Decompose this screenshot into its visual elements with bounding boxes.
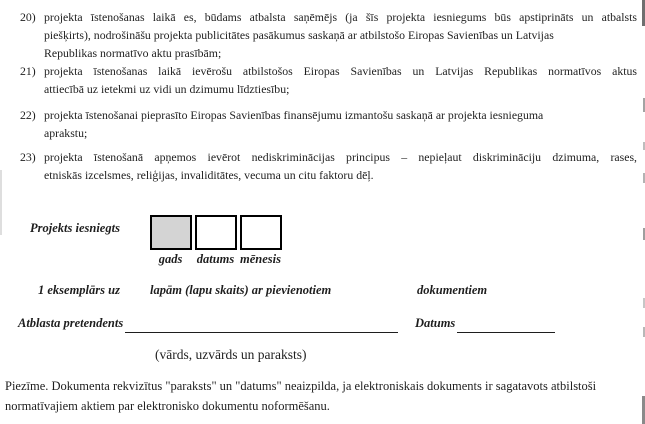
date-box-label: datums [196,252,235,266]
item-text-line: aprakstu; [44,126,88,140]
copies-pages-label: lapām (lapu skaits) ar pievienotiem [150,283,332,297]
item-text-line: Republikas normatīvo aktu prasībām; [44,46,222,60]
month-box [240,215,282,250]
date-label: Datums [415,316,456,330]
item-text-line: projekta īstenošanas laikā ievērošu atbilstošos Eiropas Savienības un Latvijas Republikas normatīvos aktus [44,64,637,78]
copies-prefix-label: 1 eksemplārs uz [38,283,120,297]
item-text-line: projekta īstenošanai pieprasīto Eiropas Savienības finansējumu izmantošu saskaņā ar projekta iesnieguma [44,108,544,122]
date-box [195,215,237,250]
copies-documents-label: dokumentiem [417,283,488,297]
item-number: 20) [20,10,36,24]
project-submitted-label: Projekts iesniegts [30,221,120,235]
list-item-23 [20,148,637,184]
item-number: 22) [20,108,36,122]
year-box [150,215,192,250]
note [5,376,639,416]
item-text [44,62,637,98]
item-text [44,8,637,62]
item-text-line: piešķirts), nodrošināšu projekta publicitātes pasākumus saskaņā ar atbilstošo Eiropas Savienības un Latvijas [44,28,554,42]
date-box-labels [148,252,283,267]
list-item-21 [20,62,637,98]
item-text-line: projekta īstenošanā apņemos ievērot nediskriminācijas principus – nepieļaut diskrimināciju dzimuma, rases, [44,150,637,164]
note-line: Piezīme. Dokumenta rekvizītus "paraksts" un "datums" neaizpilda, ja elektroniskais dokuments ir sagatavots atbilstoši [5,379,597,393]
item-number: 21) [20,64,36,78]
applicant-signature-line [125,316,398,333]
item-text-line: attiecībā uz ietekmi uz vidi un dzimumu līdztiesību; [44,82,290,96]
month-box-label: mēnesis [240,252,281,266]
item-number: 23) [20,150,36,164]
item-text-line: projekta īstenošanas laikā es, būdams atbalsta saņēmējs (ja šīs projekta iesniegums būs apstiprināts un atbalsts [44,10,637,24]
list-item-22 [20,106,637,142]
note-line: normatīvajiem aktiem par elektronisko dokumentu noformēšanu. [5,399,330,413]
scan-edge-artifact [0,170,2,235]
item-text [44,148,637,184]
submission-date-boxes [150,215,285,250]
declaration-list [20,8,637,184]
applicant-label: Atblasta pretendents [18,316,124,330]
signature-hint: (vārds, uzvārds un paraksts) [155,347,307,362]
item-text-line: etniskās izcelsmes, reliģijas, invaliditātes, vecuma un citu faktoru dēļ. [44,168,374,182]
list-item-20 [20,8,637,62]
item-text [44,106,637,142]
year-box-label: gads [158,252,183,266]
date-fill-line [457,316,555,333]
